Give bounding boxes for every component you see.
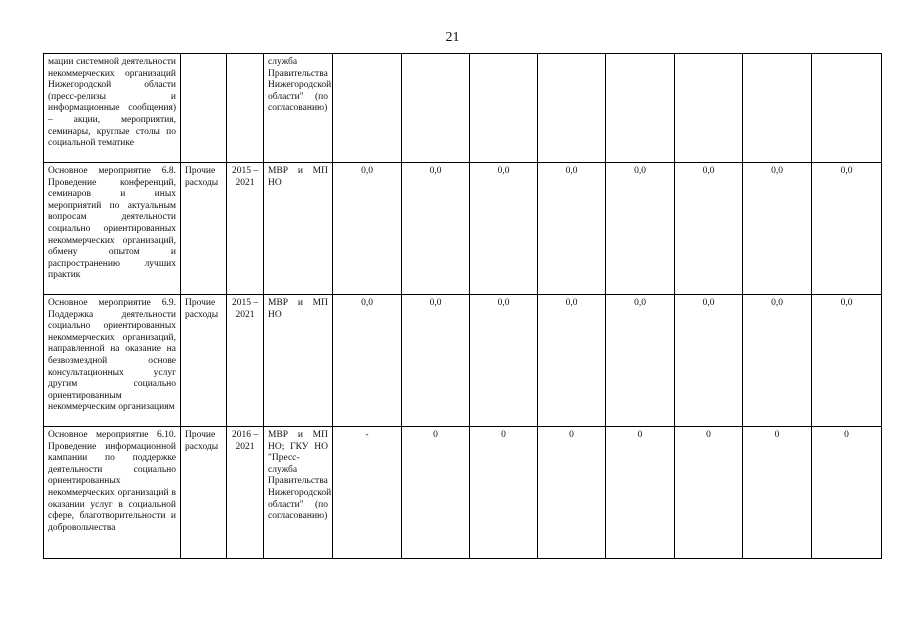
table-row bbox=[44, 163, 882, 295]
value-cell bbox=[743, 54, 812, 163]
activity-name-cell: Основное мероприятие 6.10. Проведение информационной кампании по поддержке деятельности социально ориентированных некоммерческих организаций в оказании услуг в социальной сфере, благотворительности и добровольчества bbox=[44, 427, 181, 559]
activity-name-cell: Основное мероприятие 6.8. Проведение конференций, семинаров и иных мероприятий по актуальным вопросам деятельности социально ориентированных некоммерческих организаций, обмену опытом и распространению лучших практик bbox=[44, 163, 181, 295]
program-activities-table bbox=[43, 53, 882, 559]
expense-type-cell: Прочие расходы bbox=[181, 427, 227, 559]
period-cell: 2015 – 2021 bbox=[227, 163, 264, 295]
value-cell: 0,0 bbox=[538, 163, 606, 295]
period-cell: 2015 – 2021 bbox=[227, 295, 264, 427]
executor-cell: МВР и МП НО bbox=[264, 295, 333, 427]
value-cell: 0 bbox=[812, 427, 882, 559]
table-row bbox=[44, 54, 882, 163]
value-cell: 0,0 bbox=[812, 163, 882, 295]
executor-cell: служба Правительства Нижегородской области" (по согласованию) bbox=[264, 54, 333, 163]
value-cell: 0,0 bbox=[470, 163, 538, 295]
value-cell bbox=[812, 54, 882, 163]
expense-type-cell: Прочие расходы bbox=[181, 295, 227, 427]
value-cell: 0 bbox=[470, 427, 538, 559]
value-cell: 0,0 bbox=[743, 295, 812, 427]
expense-type-cell bbox=[181, 54, 227, 163]
value-cell: 0,0 bbox=[538, 295, 606, 427]
value-cell bbox=[606, 54, 675, 163]
table-row bbox=[44, 295, 882, 427]
value-cell: 0,0 bbox=[470, 295, 538, 427]
value-cell bbox=[402, 54, 470, 163]
value-cell bbox=[470, 54, 538, 163]
value-cell: 0,0 bbox=[402, 163, 470, 295]
activity-name-cell: мации системной деятельности некоммерческих организаций Нижегородской области (пресс-релизы и информационные сообщения) – акции, мероприятия, семинары, круглые столы по социальной тематике bbox=[44, 54, 181, 163]
executor-cell: МВР и МП НО; ГКУ НО "Пресс-служба Правительства Нижегородской области" (по согласованию) bbox=[264, 427, 333, 559]
value-cell: 0,0 bbox=[675, 295, 743, 427]
expense-type-cell: Прочие расходы bbox=[181, 163, 227, 295]
value-cell: 0,0 bbox=[333, 163, 402, 295]
page-number: 21 bbox=[445, 30, 460, 45]
value-cell: 0,0 bbox=[743, 163, 812, 295]
value-cell: 0,0 bbox=[606, 163, 675, 295]
value-cell: 0,0 bbox=[606, 295, 675, 427]
executor-cell: МВР и МП НО bbox=[264, 163, 333, 295]
activity-name-cell: Основное мероприятие 6.9. Поддержка деятельности социально ориентированных некоммерческих организаций, направленной на оказание на безвозмездной основе консультационных услуг другим социально ориентированным некоммерческим организациям bbox=[44, 295, 181, 427]
value-cell bbox=[675, 54, 743, 163]
value-cell: 0,0 bbox=[333, 295, 402, 427]
period-cell: 2016 – 2021 bbox=[227, 427, 264, 559]
value-cell: 0 bbox=[402, 427, 470, 559]
value-cell: 0,0 bbox=[812, 295, 882, 427]
value-cell bbox=[538, 54, 606, 163]
value-cell: 0,0 bbox=[402, 295, 470, 427]
value-cell: 0 bbox=[675, 427, 743, 559]
table-row bbox=[44, 427, 882, 559]
value-cell: 0 bbox=[606, 427, 675, 559]
period-cell bbox=[227, 54, 264, 163]
value-cell: 0 bbox=[743, 427, 812, 559]
value-cell bbox=[333, 54, 402, 163]
value-cell: 0 bbox=[538, 427, 606, 559]
value-cell: - bbox=[333, 427, 402, 559]
value-cell: 0,0 bbox=[675, 163, 743, 295]
